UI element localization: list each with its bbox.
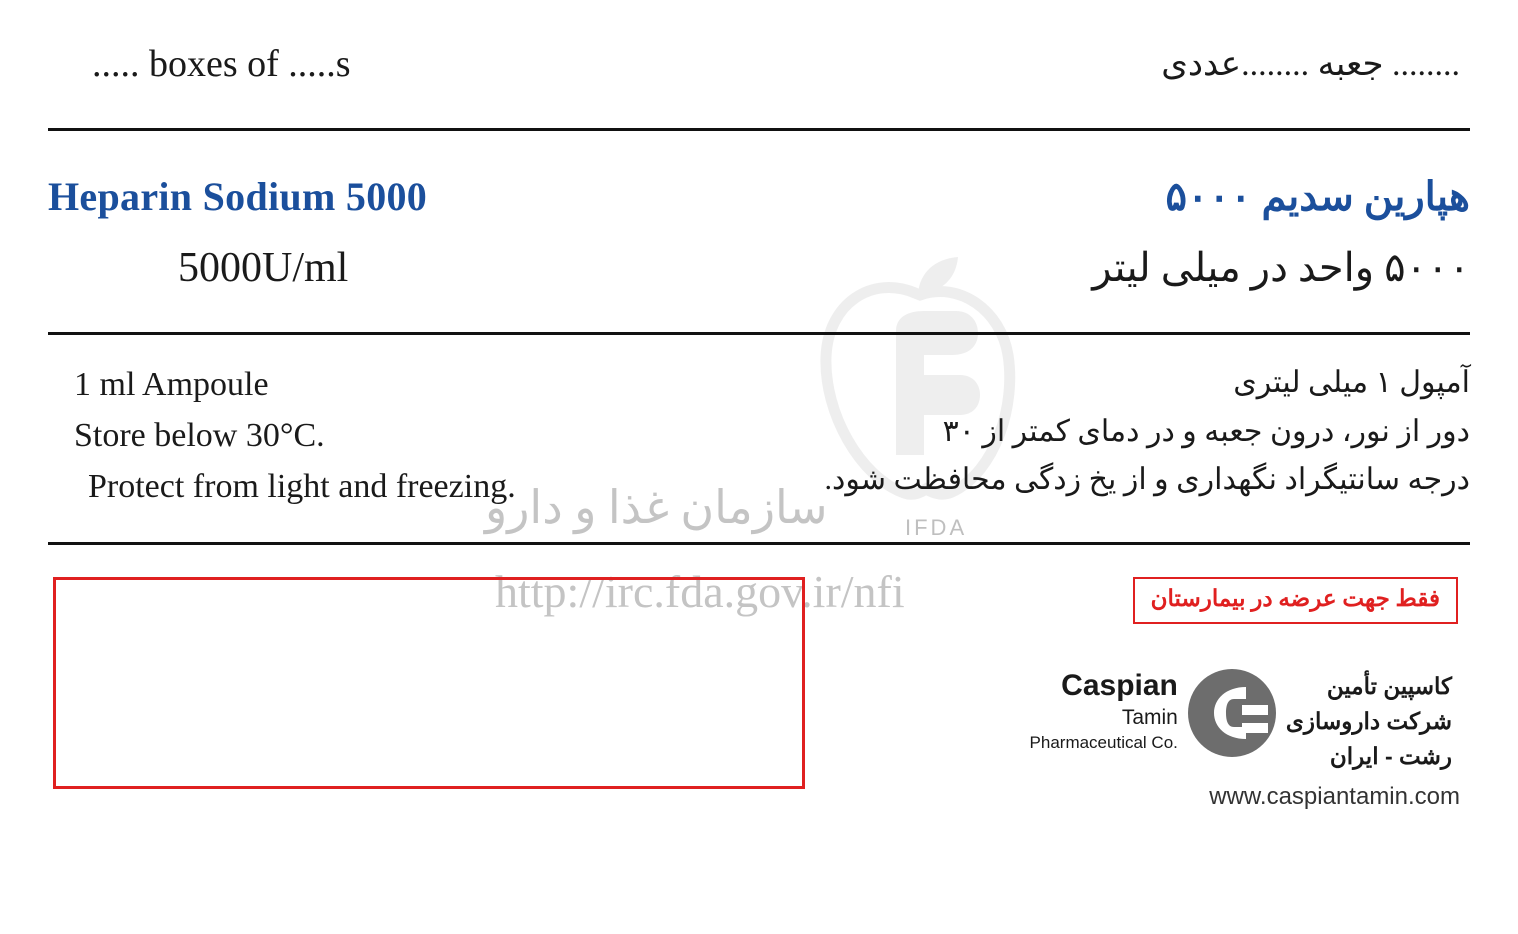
manufacturer-en-line-1: Caspian [1061, 669, 1178, 702]
drug-name-english: Heparin Sodium 5000 [48, 174, 428, 219]
manufacturer-fa-line-2: شرکت داروسازی [1285, 707, 1452, 734]
storage-en-line-2: Store below 30°C. [74, 417, 325, 454]
manufacturer-website: www.caspiantamin.com [1209, 783, 1460, 810]
drug-name-persian: هپارین سدیم ۵۰۰۰ [1165, 174, 1470, 219]
storage-en-line-1: 1 ml Ampoule [74, 366, 269, 403]
bottom-row [48, 545, 1470, 815]
boxes-count-english: ..... boxes of .....s [92, 43, 351, 85]
manufacturer-english [1030, 667, 1178, 755]
storage-fa-line-3: درجه سانتیگراد نگهداری و از یخ زدگی محافظت شود. [824, 463, 1470, 497]
storage-instructions-row [48, 335, 1470, 542]
drug-name-row [48, 131, 1470, 230]
manufacturer-block [1030, 667, 1460, 774]
storage-instructions-english [48, 359, 516, 512]
label-content [48, 0, 1470, 815]
hospital-only-badge: فقط جهت عرضه در بیمارستان [1133, 577, 1458, 624]
manufacturer-fa-line-1: کاسپین تأمین [1326, 673, 1452, 699]
boxes-count-persian: ........ جعبه ........عددی [1161, 46, 1460, 83]
manufacturer-en-line-2: Tamin [1121, 706, 1178, 729]
fda-url-watermark-text: http://irc.fda.gov.ir/nfi [495, 566, 905, 617]
drug-strength-row [48, 230, 1470, 332]
storage-instructions-persian [825, 359, 1470, 505]
caspian-tamin-logo-icon [1184, 667, 1280, 759]
storage-fa-line-1: آمپول ۱ میلی لیتری [1233, 366, 1470, 399]
storage-fa-line-2: دور از نور، درون جعبه و در دمای کمتر از ۳۰ [942, 414, 1470, 448]
fda-persian-watermark-text: سازمان غذا و دارو [485, 482, 828, 533]
manufacturer-en-line-3: Pharmaceutical Co. [1029, 733, 1178, 753]
batch-details-blank-box [53, 577, 805, 789]
boxes-row [48, 0, 1470, 128]
storage-en-line-3: Protect from light and freezing. [88, 468, 516, 505]
manufacturer-persian [1286, 667, 1460, 774]
drug-strength-english: 5000U/ml [178, 245, 349, 291]
ifda-watermark-text: IFDA [905, 515, 968, 540]
drug-strength-persian: ۵۰۰۰ واحد در میلی لیتر [1092, 245, 1470, 290]
manufacturer-fa-line-3: رشت - ایران [1329, 742, 1452, 769]
